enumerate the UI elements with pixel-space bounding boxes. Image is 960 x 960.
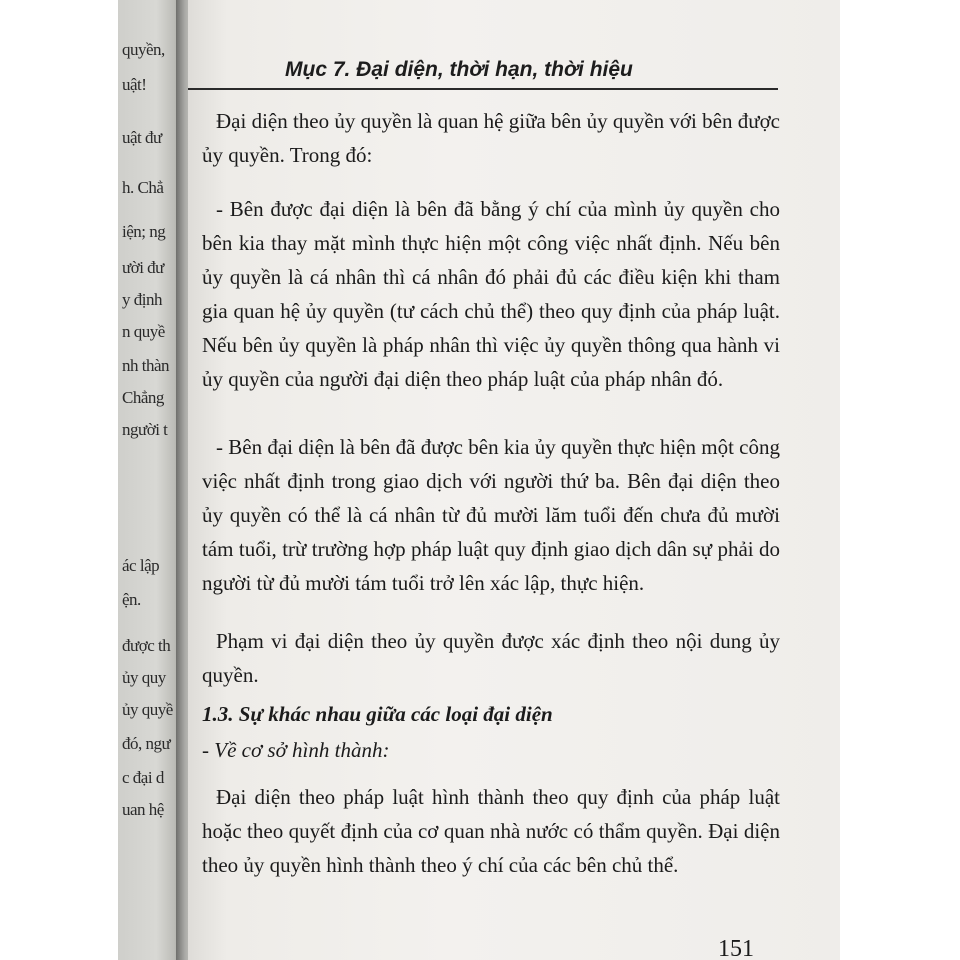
paragraph-3: - Bên đại diện là bên đã được bên kia ủy quyền thực hiện một công việc nhất định trong giao dịch với người thứ ba. Bên đại diện theo ủy quyền có thể là cá nhân từ đủ mười lăm tuổi đến chưa đủ mười tám tuổi, trừ trường hợp pháp luật quy định giao dịch dân sự phải do người từ đủ mười tám tuổi trở lên xác lập, thực hiện. (202, 435, 780, 595)
left-page-text: uật! (122, 75, 147, 94)
left-page-text: uan hệ (122, 800, 164, 819)
section-heading: 1.3. Sự khác nhau giữa các loại đại diện (202, 702, 553, 726)
left-page-text: quyền, (122, 40, 165, 59)
left-page-text: ủy quy (122, 668, 166, 687)
left-page-text: đó, ngư (122, 734, 171, 753)
left-page-text: uật đư (122, 128, 162, 147)
left-page-text: ủy quyề (122, 700, 173, 719)
background-right (840, 0, 960, 960)
left-page-text: ười đư (122, 258, 164, 277)
paragraph-5: Đại diện theo pháp luật hình thành theo quy định của pháp luật hoặc theo quyết định của cơ quan nhà nước có thẩm quyền. Đại diện theo ủy quyền hình thành theo ý chí của các bên chủ thể. (202, 785, 780, 877)
paragraph-4: Phạm vi đại diện theo ủy quyền được xác định theo nội dung ủy quyền. (202, 629, 780, 687)
left-page-text: c đại d (122, 768, 164, 787)
page-number: 151 (718, 936, 754, 960)
page-header-title: Mục 7. Đại diện, thời hạn, thời hiệu (285, 58, 633, 81)
left-page-text: y định (122, 290, 162, 309)
left-page-text: Chẳng (122, 388, 164, 407)
left-page-text: ện. (122, 590, 141, 609)
paragraph-2: - Bên được đại diện là bên đã bằng ý chí của mình ủy quyền cho bên kia thay mặt mình thực hiện một công việc nhất định. Nếu bên ủy quyền là cá nhân thì cá nhân đó phải đủ các điều kiện khi tham gia quan hệ ủy quyền (tư cách chủ thể) theo quy định của pháp luật. Nếu bên ủy quyền là pháp nhân thì việc ủy quyền thông qua hành vi ủy quyền của người đại diện theo pháp luật của pháp nhân đó. (202, 197, 780, 391)
left-page-text: h. Chẳ (122, 178, 164, 197)
left-page-text: nh thàn (122, 356, 170, 375)
subsection-heading: - Về cơ sở hình thành: (202, 738, 390, 762)
header-divider (188, 88, 778, 90)
left-page-text: ác lập (122, 556, 160, 575)
left-page-text: n quyề (122, 322, 165, 341)
left-page-text: người t (122, 420, 168, 439)
left-page-text: iện; ng (122, 222, 166, 241)
paragraph-1: Đại diện theo ủy quyền là quan hệ giữa bên ủy quyền với bên được ủy quyền. Trong đó: (202, 109, 780, 167)
left-page-text: được th (122, 636, 171, 655)
book-page (188, 0, 840, 960)
